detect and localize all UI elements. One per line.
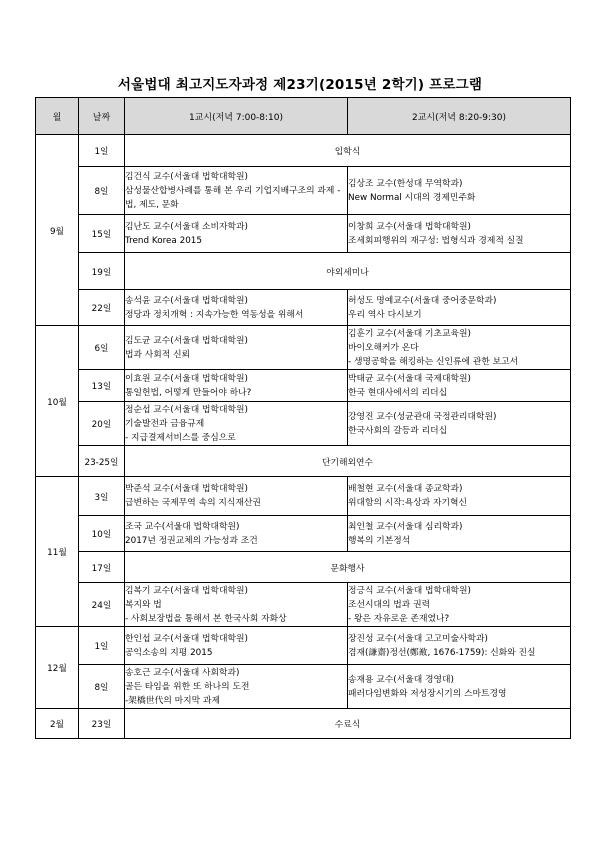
date-cell: 23-25일 [79,446,125,477]
lecturer: 김복기 교수(서울대 법학대학원) [125,585,248,596]
date-cell: 8일 [79,665,125,709]
table-row [36,253,571,290]
lecture-title: Trend Korea 2015 [125,235,202,246]
lecture-title: New Normal 시대의 경제민주화 [348,192,476,203]
session2-cell [348,665,571,709]
month-cell: 11월 [36,477,79,627]
lecturer: 김난도 교수(서울대 소비자학과) [125,221,248,232]
table-row [36,627,571,665]
month-cell: 9월 [36,135,79,326]
month-cell: 10월 [36,326,79,477]
date-cell: 13일 [79,370,125,402]
table-row [36,665,571,709]
program-schedule-table [35,97,571,739]
session1-cell [125,290,348,326]
lecturer: 이창희 교수(서울대 법학대학원) [348,221,471,232]
date-cell: 1일 [79,135,125,167]
date-cell: 8일 [79,167,125,215]
lecture-title: 행복의 기본정석 [348,535,411,546]
lecturer: 강영진 교수(성균관대 국정관리대학원) [348,411,497,422]
table-row [36,516,571,552]
lecture-title: 통일헌법, 어떻게 만들어야 하나? [125,387,252,398]
session2-cell [348,583,571,627]
lecture-title: 급변하는 국제무역 속의 지식재산권 [125,498,261,508]
lecture-title: 한국 현대사에서의 리더십 [348,387,448,398]
session1-cell [125,627,348,665]
session2-cell [348,326,571,370]
header-session2: 2교시(저녁 8:20-9:30) [348,98,571,135]
lecturer: 허성도 명예교수(서울대 중어중문학과) [348,295,497,306]
date-cell: 22일 [79,290,125,326]
session1-cell [125,167,348,215]
date-cell: 1일 [79,627,125,665]
lecture-title: 정당과 정치개혁 : 지속가능한 역동성을 위해서 [125,309,304,320]
lecturer: 한인섭 교수(서울대 법학대학원) [125,633,248,644]
event-cell: 입학식 [125,135,571,167]
lecturer: 배철현 교수(서울대 종교학과) [348,484,463,494]
lecturer: 정긍식 교수(서울대 법학대학원) [348,585,471,596]
table-row [36,477,571,516]
header-date: 날짜 [79,98,125,135]
lecture-subtitle: - 지급결제서비스를 중심으로 [125,432,236,443]
lecturer: 송재용 교수(서울대 경영대) [348,674,454,685]
lecturer: 장진성 교수(서울대 고고미술사학과) [348,633,488,644]
lecture-subtitle: -架橋世代의 마지막 과제 [125,695,220,706]
session1-cell [125,665,348,709]
session2-cell [348,516,571,552]
date-cell: 10일 [79,516,125,552]
date-cell: 17일 [79,552,125,583]
lecture-title: 2017년 정권교체의 가능성과 조건 [125,535,258,546]
header-month: 월 [36,98,79,135]
date-cell: 15일 [79,215,125,253]
table-row [36,709,571,739]
session2-cell [348,477,571,516]
lecturer: 김상조 교수(한성대 무역학과) [348,178,463,189]
session2-cell [348,402,571,446]
date-cell: 20일 [79,402,125,446]
lecture-subtitle: - 사회보장법을 통해서 본 한국사회 자화상 [125,613,287,624]
lecture-title: 위대함의 시작:욕상과 자기혁신 [348,498,468,508]
date-cell: 3일 [79,477,125,516]
lecturer: 조국 교수(서울대 법학대학원) [125,521,240,532]
lecture-title: 법과 사회적 신뢰 [125,349,191,360]
lecture-title: 조세회피행위의 재구성: 법형식과 경제적 실질 [348,235,524,246]
event-cell: 단기해외연수 [125,446,571,477]
table-row [36,215,571,253]
lecture-title: 바이오해커가 온다 [348,342,419,353]
table-row [36,167,571,215]
lecture-title: 조선시대의 법과 권력 [348,599,431,610]
lecturer: 김도균 교수(서울대 법학대학원) [125,335,248,346]
lecture-title: 우리 역사 다시보기 [348,309,422,320]
header-row [36,98,571,135]
date-cell: 19일 [79,253,125,290]
lecture-title: 기술발전과 금융규제 [125,418,205,429]
session1-cell [125,402,348,446]
page-title: 서울법대 최고지도자과정 제23기(2015년 2학기) 프로그램 [117,77,483,93]
table-row [36,135,571,167]
table-row [36,583,571,627]
lecturer: 정순섭 교수(서울대 법학대학원) [125,404,248,415]
session2-cell [348,627,571,665]
session2-cell [348,167,571,215]
table-row [36,290,571,326]
table-row [36,326,571,370]
date-cell: 23일 [79,709,125,739]
lecturer: 김훈기 교수(서울대 기초교육원) [348,328,471,339]
session1-cell [125,583,348,627]
session2-cell [348,290,571,326]
session2-cell [348,370,571,402]
lecture-subtitle: - 왕은 자유로운 존재였나? [348,613,450,624]
lecture-title: 한국사회의 갈등과 리더십 [348,425,448,436]
lecture-title: 공익소송의 지평 2015 [125,647,213,658]
session1-cell [125,370,348,402]
table-row [36,402,571,446]
month-cell: 2월 [36,709,79,739]
event-cell: 야외세미나 [125,253,571,290]
lecturer: 박태균 교수(서울대 국제대학원) [348,373,471,384]
header-session1: 1교시(저녁 7:00-8:10) [125,98,348,135]
lecture-title: 골든 타임을 위한 또 하나의 도전 [125,681,250,692]
session2-cell [348,215,571,253]
table-row [36,370,571,402]
month-cell: 12월 [36,627,79,709]
lecture-subtitle: - 생명공학을 해킹하는 신인류에 관한 보고서 [348,356,519,367]
date-cell: 6일 [79,326,125,370]
event-cell: 문화행사 [125,552,571,583]
lecturer: 송석윤 교수(서울대 법학대학원) [125,295,248,306]
session1-cell [125,477,348,516]
date-cell: 24일 [79,583,125,627]
lecture-title: 삼성물산합병사례를 통해 본 우리 기업지배구조의 과제 - 법, 제도, 문화 [125,185,341,210]
session1-cell [125,326,348,370]
lecture-title: 복지와 법 [125,599,162,610]
lecturer: 박준석 교수(서울대 법학대학원) [125,484,248,494]
session1-cell [125,516,348,552]
lecture-title: 겸재(謙齋)정선(鄭敾, 1676-1759): 신화와 진실 [348,647,536,658]
event-cell: 수료식 [125,709,571,739]
session1-cell [125,215,348,253]
lecturer: 이효원 교수(서울대 법학대학원) [125,373,248,384]
lecturer: 최인철 교수(서울대 심리학과) [348,521,463,532]
lecturer: 김건식 교수(서울대 법학대학원) [125,171,248,182]
table-row [36,446,571,477]
lecturer: 송호근 교수(서울대 사회학과) [125,667,240,678]
lecture-title: 패러다임변화와 저성장시기의 스마트경영 [348,688,507,699]
table-row [36,552,571,583]
